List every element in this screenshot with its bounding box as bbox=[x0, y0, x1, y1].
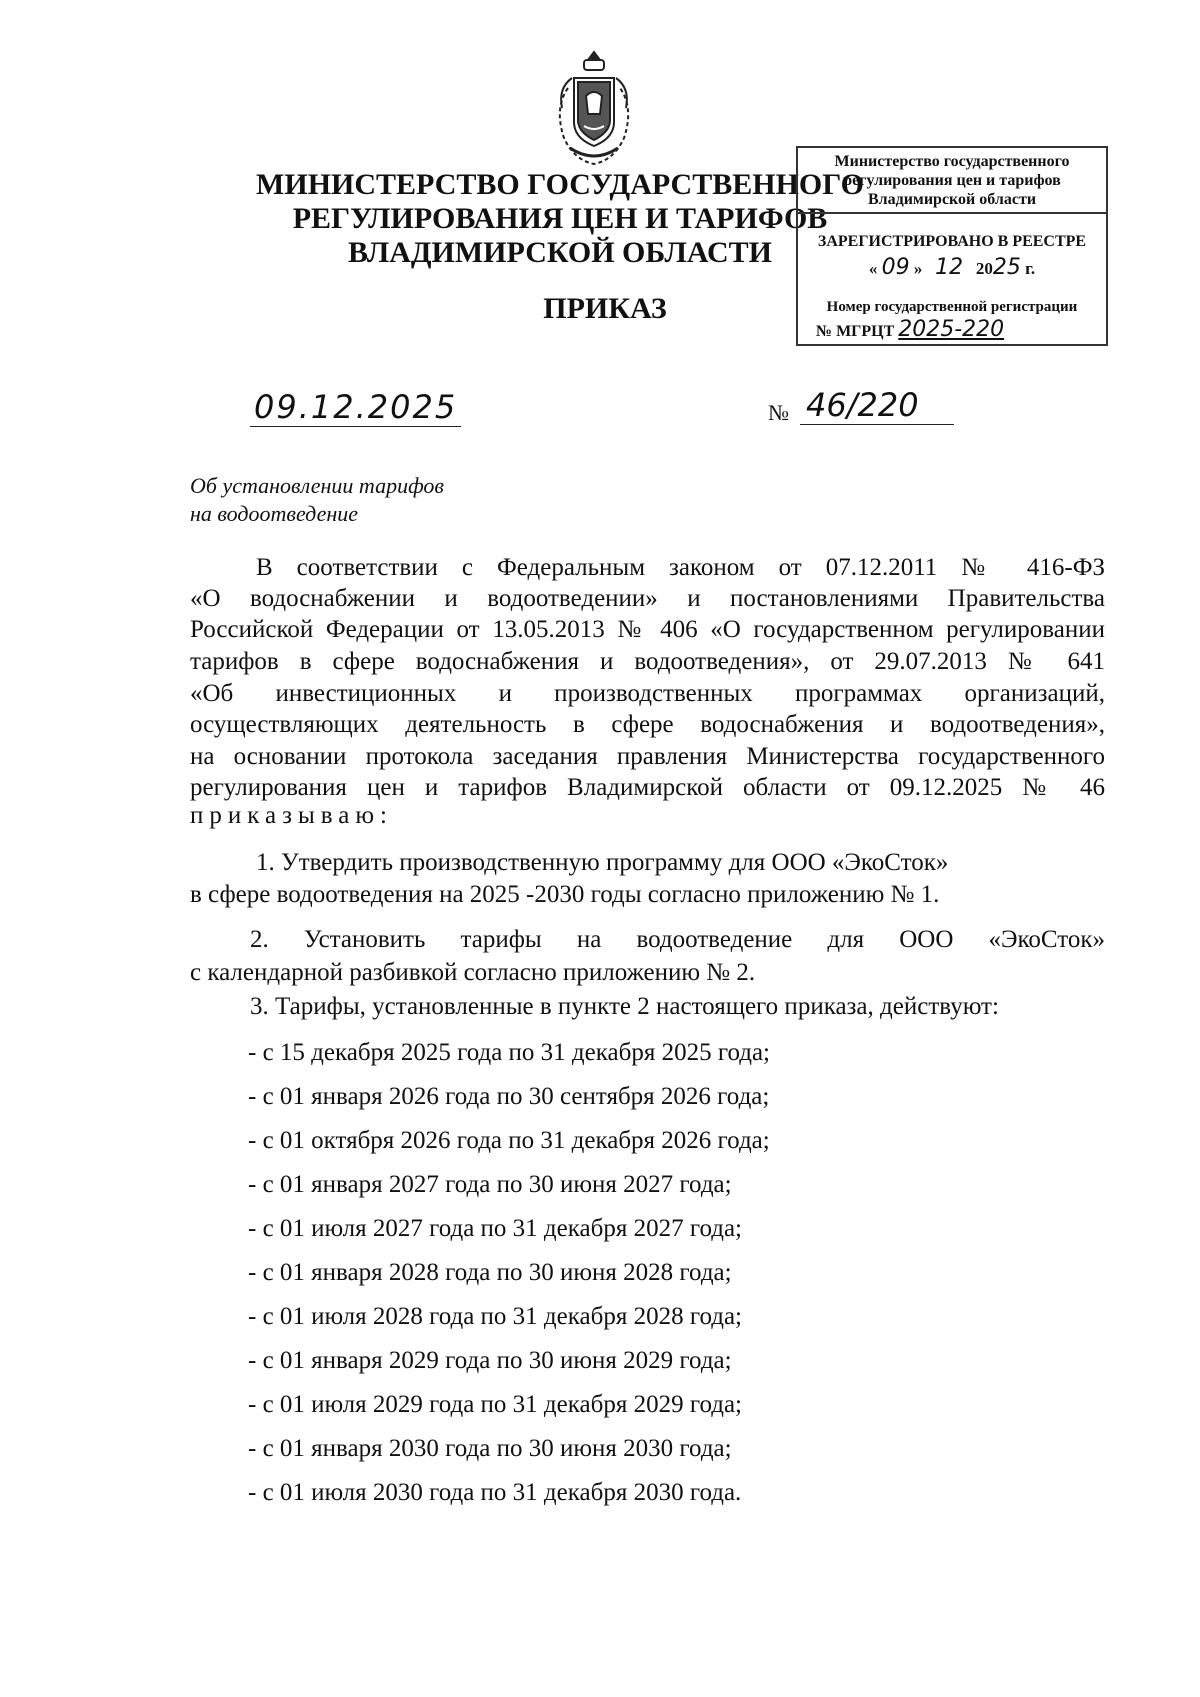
registration-stamp bbox=[796, 146, 1108, 346]
ministry-title-line-2: РЕГУЛИРОВАНИЯ ЦЕН И ТАРИФОВ bbox=[292, 202, 828, 235]
item-2-line-1: 2. Установить тарифы на водоотведение для ООО «ЭкоСток» bbox=[250, 926, 1105, 953]
order-date: 09.12.2025 bbox=[250, 388, 461, 427]
stamp-ministry-line-1: Министерство государственного bbox=[834, 153, 1070, 170]
item-2-line-2: с календарной разбивкой согласно приложению № 2. bbox=[190, 959, 756, 986]
stamp-date-year-unit: г. bbox=[1025, 259, 1036, 278]
body-line-7: на основании протокола заседания правления Министерства государственного bbox=[190, 743, 1105, 770]
stamp-date-quote-close: » bbox=[913, 259, 923, 278]
ministry-title-line-3: ВЛАДИМИРСКОЙ ОБЛАСТИ bbox=[348, 236, 772, 269]
order-subject bbox=[190, 472, 444, 528]
tariff-period: - с 01 октября 2026 года по 31 декабря 2026 года; bbox=[248, 1127, 770, 1154]
tariff-period: - с 01 января 2030 года по 30 июня 2030 года; bbox=[248, 1435, 732, 1462]
stamp-divider bbox=[798, 212, 1106, 214]
subject-line-1: Об установлении тарифов bbox=[190, 473, 444, 498]
tariff-period: - с 15 декабря 2025 года по 31 декабря 2025 года; bbox=[248, 1039, 770, 1066]
stamp-date-day: 09 bbox=[881, 255, 910, 280]
item-1-line-1: 1. Утвердить производственную программу для ООО «ЭкоСток» bbox=[256, 849, 949, 876]
item-1-line-2: в сфере водоотведения на 2025 -2030 годы согласно приложению № 1. bbox=[190, 881, 940, 908]
stamp-number-value: 2025-220 bbox=[898, 317, 1005, 342]
subject-line-2: на водоотведение bbox=[190, 501, 359, 526]
item-3: 3. Тарифы, установленные в пункте 2 настоящего приказа, действуют: bbox=[250, 993, 999, 1020]
body-line-1: В соответствии с Федеральным законом от 07.12.2011 № 416-ФЗ bbox=[256, 554, 1105, 581]
body-line-6: осуществляющих деятельность в сфере водоснабжения и водоотведения», bbox=[190, 711, 1105, 738]
stamp-registered-label: ЗАРЕГИСТРИРОВАНО В РЕЕСТРЕ bbox=[817, 233, 1087, 250]
stamp-number-label: Номер государственной регистрации bbox=[826, 299, 1078, 315]
body-line-2: «О водоснабжении и водоотведении» и постановлениями Правительства bbox=[190, 585, 1105, 612]
body-line-9-orders: приказываю: bbox=[190, 802, 393, 829]
body-line-8: регулирования цен и тарифов Владимирской области от 09.12.2025 № 46 bbox=[190, 774, 1105, 801]
tariff-period: - с 01 июля 2029 года по 31 декабря 2029 года; bbox=[248, 1391, 743, 1418]
tariff-period: - с 01 января 2029 года по 30 июня 2029 года; bbox=[248, 1347, 732, 1374]
stamp-ministry-line-3: Владимирской области bbox=[867, 191, 1037, 208]
stamp-date-quote-open: « bbox=[868, 259, 878, 278]
stamp-date bbox=[798, 255, 1106, 280]
tariff-period: - с 01 июля 2030 года по 31 декабря 2030 года. bbox=[248, 1479, 742, 1506]
stamp-date-month: 12 bbox=[935, 255, 964, 280]
stamp-ministry-line-2: регулирования цен и тарифов bbox=[843, 172, 1061, 189]
tariff-period: - с 01 июля 2028 года по 31 декабря 2028 года; bbox=[248, 1303, 743, 1330]
body-line-3: Российской Федерации от 13.05.2013 № 406 «О государственном регулировании bbox=[190, 616, 1105, 643]
tariff-period: - с 01 января 2026 года по 30 сентября 2026 года; bbox=[248, 1083, 770, 1110]
order-number: 46/220 bbox=[800, 386, 954, 425]
coat-of-arms-emblem bbox=[548, 48, 640, 166]
tariff-period: - с 01 июля 2027 года по 31 декабря 2027 года; bbox=[248, 1215, 743, 1242]
ministry-title-line-1: МИНИСТЕРСТВО ГОСУДАРСТВЕННОГО bbox=[256, 168, 864, 201]
stamp-registration-number bbox=[798, 317, 1106, 342]
body-line-4: тарифов в сфере водоснабжения и водоотведения», от 29.07.2013 № 641 bbox=[190, 648, 1105, 675]
tariff-period: - с 01 января 2027 года по 30 июня 2027 года; bbox=[248, 1171, 732, 1198]
document-type-title: ПРИКАЗ bbox=[543, 292, 667, 325]
stamp-date-year-suffix: 25 bbox=[992, 255, 1021, 280]
body-line-5: «Об инвестиционных и производственных программах организаций, bbox=[190, 680, 1105, 707]
stamp-date-year-prefix: 20 bbox=[975, 259, 993, 278]
stamp-number-prefix: № МГРЦТ bbox=[816, 323, 895, 340]
order-number-sign: № bbox=[768, 400, 789, 425]
tariff-period: - с 01 января 2028 года по 30 июня 2028 года; bbox=[248, 1259, 732, 1286]
